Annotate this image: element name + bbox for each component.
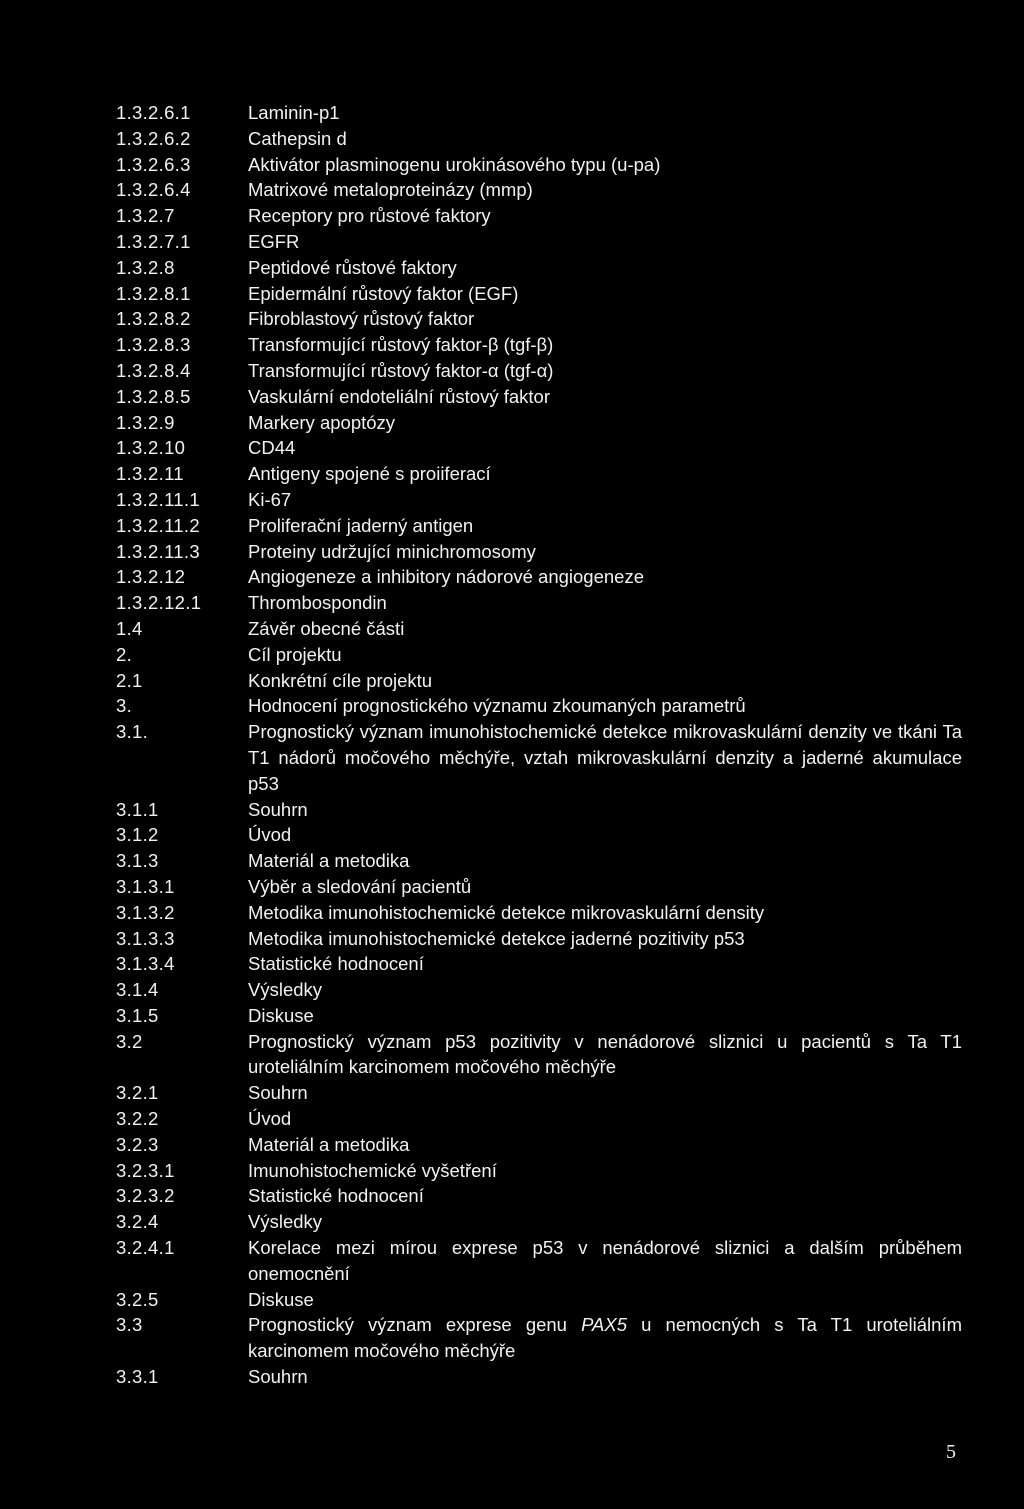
toc-entry-title: Prognostický význam p53 pozitivity v nenádorové sliznici u pacientů s Ta T1 uroteliálním karcinomem močového měchýře	[248, 1030, 962, 1078]
toc-entry	[116, 229, 962, 255]
page-number: 5	[946, 1441, 956, 1463]
toc-entry-number: 3.1.3.2	[116, 901, 175, 923]
toc-entry-number: 3.2	[116, 1030, 143, 1052]
toc-entry-title: Výsledky	[248, 1211, 323, 1233]
toc-entry-number: 1.3.2.9	[116, 411, 175, 433]
toc-entry-number: 1.3.2.6.3	[116, 153, 191, 175]
toc-entry	[116, 358, 962, 384]
toc-entry-title: Laminin-p1	[248, 102, 340, 123]
toc-entry	[116, 281, 962, 307]
toc-entry-number: 3.1.3.1	[116, 875, 175, 897]
toc-entry-title: Souhrn	[248, 1082, 308, 1104]
toc-entry-number: 3.2.3.2	[116, 1185, 175, 1207]
toc-entry	[116, 1132, 962, 1158]
toc-entry	[116, 332, 962, 358]
toc-entry	[116, 1029, 962, 1081]
toc-entry	[116, 900, 962, 926]
toc-entry	[116, 1312, 962, 1364]
toc-entry-title: Statistické hodnocení	[248, 1185, 424, 1207]
toc-entry	[116, 693, 962, 719]
toc-entry-number: 1.3.2.6.2	[116, 127, 191, 149]
toc-entry-number: 3.1.5	[116, 1004, 159, 1026]
toc-entry-number: 1.3.2.8.1	[116, 282, 191, 304]
toc-entry-number: 3.1.3.3	[116, 927, 175, 949]
toc-entry	[116, 255, 962, 281]
toc-entry-number: 1.3.2.8	[116, 256, 175, 278]
toc-entry	[116, 177, 962, 203]
toc-entry	[116, 719, 962, 796]
toc-entry-number: 1.3.2.8.4	[116, 359, 191, 381]
toc-entry-number: 1.3.2.8.5	[116, 385, 191, 407]
toc-entry	[116, 461, 962, 487]
toc-entry	[116, 1287, 962, 1313]
toc-entry-title: Výběr a sledování pacientů	[248, 875, 472, 897]
toc-entry-title: Souhrn	[248, 1366, 308, 1388]
toc-entry	[116, 1080, 962, 1106]
toc-entry	[116, 848, 962, 874]
toc-entry-title: Materiál a metodika	[248, 1133, 410, 1155]
toc-entry-title: Korelace mezi mírou exprese p53 v nenádorové sliznici a dalším průběhem onemocnění	[248, 1237, 962, 1284]
toc-entry-title: Souhrn	[248, 798, 308, 820]
toc-entry-title-part: u nemocných s Ta T1 uroteliálním karcinomem močového měchýře	[248, 1314, 962, 1362]
toc-entry-number: 1.3.2.11.2	[116, 514, 200, 536]
toc-entry	[116, 668, 962, 694]
toc-entry	[116, 203, 962, 229]
toc-entry-number: 2.	[116, 643, 133, 665]
toc-entry	[116, 590, 962, 616]
toc-entry	[116, 384, 962, 410]
toc-entry	[116, 435, 962, 461]
toc-entry-number: 1.3.2.12	[116, 566, 186, 588]
toc-entry-title: Cathepsin d	[248, 127, 347, 149]
toc-entry-title: Úvod	[248, 824, 292, 846]
toc-entry	[116, 126, 962, 152]
toc-entry-number: 3.2.5	[116, 1288, 159, 1310]
toc-entry-title	[248, 1312, 962, 1364]
toc-entry	[116, 926, 962, 952]
toc-entry-number: 3.2.3	[116, 1133, 159, 1155]
toc-entry-number: 3.1.3.4	[116, 953, 175, 975]
toc-entry-title: Úvod	[248, 1108, 292, 1130]
toc-entry-number: 3.1.3	[116, 850, 159, 872]
toc-entry-number: 1.3.2.11.1	[116, 488, 200, 510]
toc-entry-title: Konkrétní cíle projektu	[248, 669, 433, 691]
toc-entry-number: 3.1.1	[116, 798, 159, 820]
toc-entry-title: Matrixové metaloproteinázy (mmp)	[248, 179, 533, 201]
toc-entry	[116, 874, 962, 900]
toc-entry-number: 1.3.2.7.1	[116, 230, 191, 252]
toc-entry-title: Závěr obecné části	[248, 617, 405, 639]
toc-entry-title: Antigeny spojené s proiiferací	[248, 463, 491, 485]
toc-entry-title: CD44	[248, 437, 296, 459]
toc-entry-number: 1.3.2.10	[116, 437, 186, 459]
toc-entry-number: 1.3.2.8.2	[116, 308, 191, 330]
toc-entry	[116, 306, 962, 332]
toc-entry-title: Fibroblastový růstový faktor	[248, 308, 475, 330]
toc-entry-number: 1.3.2.6.1	[116, 102, 191, 123]
toc-entry	[116, 642, 962, 668]
toc-entry-number: 1.3.2.8.3	[116, 334, 191, 356]
toc-entry	[116, 513, 962, 539]
toc-entry-title: Cíl projektu	[248, 643, 342, 665]
toc-entry-title: Prognostický význam imunohistochemické detekce mikrovaskulární denzity ve tkáni Ta T1 nádorů močového měchýře, vztah mikrovaskulární denzity a jaderné akumulace p53	[248, 721, 962, 794]
toc-entry-number: 1.3.2.7	[116, 205, 175, 227]
toc-entry-title: Ki-67	[248, 488, 292, 510]
toc-entry-title: Angiogeneze a inhibitory nádorové angiogeneze	[248, 566, 644, 588]
toc-entry-number: 3.1.	[116, 721, 149, 743]
toc-entry-title: Metodika imunohistochemické detekce jaderné pozitivity p53	[248, 927, 745, 949]
toc-entry	[116, 977, 962, 1003]
toc-entry-title: Epidermální růstový faktor (EGF)	[248, 282, 519, 304]
toc-entry	[116, 951, 962, 977]
toc-entry-number: 3.2.4	[116, 1211, 159, 1233]
toc-entry-number: 3.3	[116, 1314, 143, 1336]
toc-entry-title: Transformující růstový faktor-β (tgf-β)	[248, 334, 554, 356]
toc-entry	[116, 539, 962, 565]
toc-entry-title: Hodnocení prognostického významu zkoumaných parametrů	[248, 695, 746, 717]
toc-entry	[116, 1235, 962, 1287]
toc-entry-title: Proliferační jaderný antigen	[248, 514, 474, 536]
toc-entry	[116, 1209, 962, 1235]
toc-entry	[116, 1003, 962, 1029]
toc-entry	[116, 152, 962, 178]
toc-entry	[116, 564, 962, 590]
toc-entry-number: 3.2.3.1	[116, 1159, 175, 1181]
toc-entry-title: Výsledky	[248, 979, 323, 1001]
toc-entry-number: 2.1	[116, 669, 143, 691]
toc-entry-number: 3.2.2	[116, 1108, 159, 1130]
toc-entry-title: Peptidové růstové faktory	[248, 256, 457, 278]
toc-entry-title: Proteiny udržující minichromosomy	[248, 540, 536, 562]
toc-entry-title: Aktivátor plasminogenu urokinásového typu (u-pa)	[248, 153, 661, 175]
toc-entry-title: Imunohistochemické vyšetření	[248, 1159, 497, 1181]
toc-entry-title: Thrombospondin	[248, 592, 387, 614]
toc-entry-title-part: Prognostický význam exprese genu	[248, 1314, 582, 1336]
toc-entry-number: 1.3.2.11.3	[116, 540, 200, 562]
toc-entry	[116, 100, 962, 126]
toc-entry-number: 3.1.2	[116, 824, 159, 846]
toc-entry-title: Materiál a metodika	[248, 850, 410, 872]
toc-entry-title: Statistické hodnocení	[248, 953, 424, 975]
toc-entry-title: Diskuse	[248, 1288, 314, 1310]
toc-entry-number: 1.4	[116, 617, 143, 639]
toc-entry-number: 3.1.4	[116, 979, 159, 1001]
toc-entry	[116, 1364, 962, 1390]
toc-entry-title: Markery apoptózy	[248, 411, 396, 433]
toc-entry-number: 3.2.1	[116, 1082, 159, 1104]
toc-entry	[116, 487, 962, 513]
gene-name: PAX5	[581, 1314, 628, 1336]
toc-entry	[116, 1158, 962, 1184]
toc-entry-title: Metodika imunohistochemické detekce mikrovaskulární density	[248, 901, 765, 923]
toc-entry-title: Transformující růstový faktor-α (tgf-α)	[248, 359, 554, 381]
toc-entry-title: Diskuse	[248, 1004, 314, 1026]
toc-entry	[116, 1106, 962, 1132]
toc-entry-number: 1.3.2.12.1	[116, 592, 202, 614]
toc-entry	[116, 1183, 962, 1209]
toc-entry-number: 3.3.1	[116, 1366, 159, 1388]
toc-entry-title: Receptory pro růstové faktory	[248, 205, 491, 227]
toc-entry	[116, 797, 962, 823]
table-of-contents	[116, 100, 962, 1390]
toc-entry-number: 3.	[116, 695, 133, 717]
toc-entry-number: 1.3.2.11	[116, 463, 184, 485]
toc-entry	[116, 822, 962, 848]
toc-entry-number: 1.3.2.6.4	[116, 179, 191, 201]
toc-entry	[116, 616, 962, 642]
toc-entry-title: Vaskulární endoteliální růstový faktor	[248, 385, 550, 407]
toc-entry-title: EGFR	[248, 230, 300, 252]
toc-entry-number: 3.2.4.1	[116, 1237, 175, 1259]
toc-entry	[116, 410, 962, 436]
